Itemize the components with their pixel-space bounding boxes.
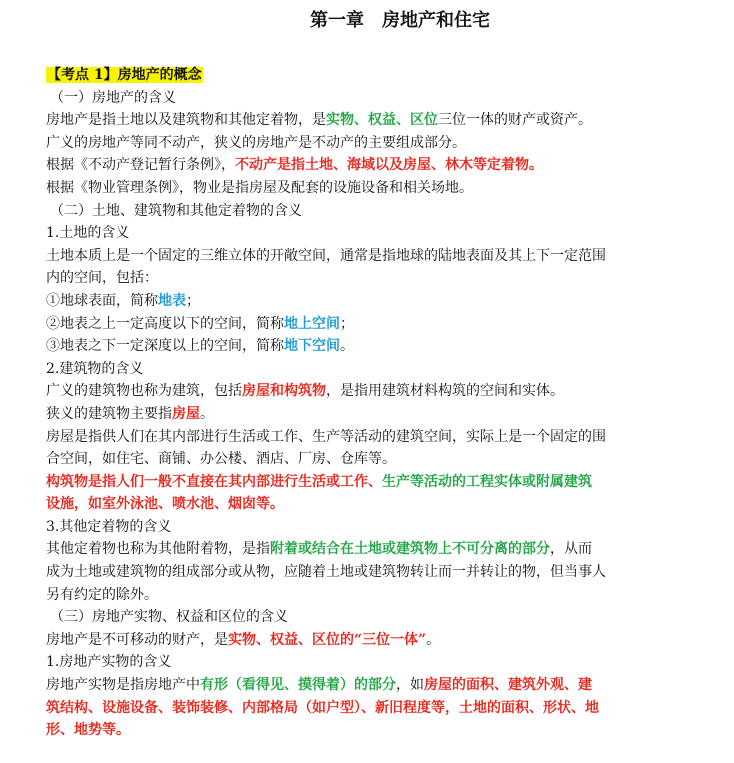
blue-emphasis: 地下空间 bbox=[284, 338, 340, 355]
red-emphasis: 实物、权益、区位的“三位一体” bbox=[228, 631, 427, 648]
subheading: 1.土地的含义 bbox=[46, 225, 130, 242]
paragraph-line: 土地本质上是一个固定的三维立体的开敞空间，通常是指地球的陆地表面及其上下一定范围 bbox=[46, 247, 606, 264]
paragraph-line: 成为土地或建筑物的组成部分或从物，应随着土地或建筑物转让而一并转让的物，但当事人 bbox=[46, 564, 606, 581]
red-emphasis: 房屋的面积、建筑外观、建 bbox=[424, 677, 592, 694]
red-emphasis: 筑结构、设施设备、装饰装修、内部格局（如户型）、新旧程度等，土地的面积、形状、地 bbox=[46, 699, 599, 716]
paragraph-line bbox=[46, 471, 714, 494]
paragraph-line bbox=[46, 629, 714, 652]
paragraph-line bbox=[46, 109, 714, 132]
green-emphasis: 生产等活动的工程实体或附属建筑 bbox=[382, 473, 592, 490]
subheading: 3.其他定着物的含义 bbox=[46, 518, 172, 535]
paragraph-line bbox=[46, 697, 714, 720]
paragraph-line bbox=[46, 154, 714, 177]
blue-emphasis: 地表 bbox=[158, 292, 186, 309]
green-emphasis: 附着或结合在土地或建筑物上不可分离的部分 bbox=[270, 541, 550, 558]
paragraph-line bbox=[46, 380, 714, 403]
paragraph-line: 房屋是指供人们在其内部进行生活或工作、生产等活动的建筑空间，实际上是一个固定的围 bbox=[46, 428, 606, 445]
section-heading-1: （一）房地产的含义 bbox=[50, 89, 176, 106]
text-span: 房地产是指土地以及建筑物和其他定着物，是 bbox=[46, 112, 326, 129]
text-span: ③地表之下一定深度以上的空间，简称 bbox=[46, 338, 284, 355]
text-span: 。 bbox=[340, 338, 354, 355]
red-emphasis: 房屋 bbox=[172, 405, 200, 422]
text-span: ，如 bbox=[396, 677, 424, 694]
paragraph-line: 根据《物业管理条例》，物业是指房屋及配套的设施设备和相关场地。 bbox=[46, 179, 473, 196]
text-span: ； bbox=[340, 315, 354, 332]
text-span: 房地产是不可移动的财产，是 bbox=[46, 631, 228, 648]
paragraph-line bbox=[46, 674, 714, 697]
paragraph-line: 内的空间，包括： bbox=[46, 270, 158, 287]
list-item bbox=[46, 335, 714, 358]
list-item bbox=[46, 290, 714, 313]
paragraph-line bbox=[46, 538, 714, 561]
text-span: ②地表之上一定高度以下的空间，简称 bbox=[46, 315, 284, 332]
text-span: 。 bbox=[426, 631, 441, 648]
chapter-title: 第一章 房地产和住宅 bbox=[310, 10, 490, 31]
green-emphasis: 有形（看得见、摸得着）的部分 bbox=[200, 677, 396, 694]
green-emphasis: 实物、权益、区位 bbox=[326, 112, 438, 129]
text-span: 。 bbox=[200, 405, 214, 422]
text-span: ，是指用建筑材料构筑的空间和实体。 bbox=[326, 383, 564, 400]
text-span: ①地球表面，简称 bbox=[46, 292, 158, 309]
text-span: 房地产实物是指房地产中 bbox=[46, 677, 200, 694]
list-item bbox=[46, 313, 714, 336]
section-heading-3: （三）房地产实物、权益和区位的含义 bbox=[50, 609, 288, 626]
text-span: ，从而 bbox=[550, 541, 592, 558]
paragraph-line bbox=[46, 719, 714, 742]
paragraph-line bbox=[46, 493, 714, 516]
paragraph-line: 合空间，如住宅、商铺、办公楼、酒店、厂房、仓库等。 bbox=[46, 451, 396, 468]
section-heading-2: （二）土地、建筑物和其他定着物的含义 bbox=[50, 202, 302, 219]
text-span: 根据《不动产登记暂行条例》， bbox=[46, 157, 235, 174]
red-emphasis: 不动产是指土地、海域以及房屋、林木等定着物。 bbox=[235, 157, 543, 174]
paragraph-line bbox=[46, 403, 714, 426]
text-span: 广义的建筑物也称为建筑，包括 bbox=[46, 383, 242, 400]
red-emphasis: 构筑物是指人们一般不直接在其内部进行生活或工作、 bbox=[46, 473, 382, 490]
text-span: ； bbox=[186, 292, 200, 309]
subheading: 1.房地产实物的含义 bbox=[46, 654, 172, 671]
paragraph-line: 广义的房地产等同不动产，狭义的房地产是不动产的主要组成部分。 bbox=[46, 134, 466, 151]
text-span: 狭义的建筑物主要指 bbox=[46, 405, 172, 422]
paragraph-line: 另有约定的除外。 bbox=[46, 586, 158, 603]
blue-emphasis: 地上空间 bbox=[284, 315, 340, 332]
subheading: 2.建筑物的含义 bbox=[46, 360, 144, 377]
point-heading-highlight: 【考点 1】房地产的概念 bbox=[47, 67, 202, 83]
red-emphasis: 形、地势等。 bbox=[46, 722, 130, 739]
red-emphasis: 设施，如室外泳池、喷水池、烟囱等。 bbox=[46, 496, 284, 513]
text-span: 三位一体的财产或资产。 bbox=[438, 112, 592, 129]
point-heading bbox=[46, 64, 714, 87]
red-emphasis: 房屋和构筑物 bbox=[242, 383, 326, 400]
text-span: 其他定着物也称为其他附着物，是指 bbox=[46, 541, 270, 558]
